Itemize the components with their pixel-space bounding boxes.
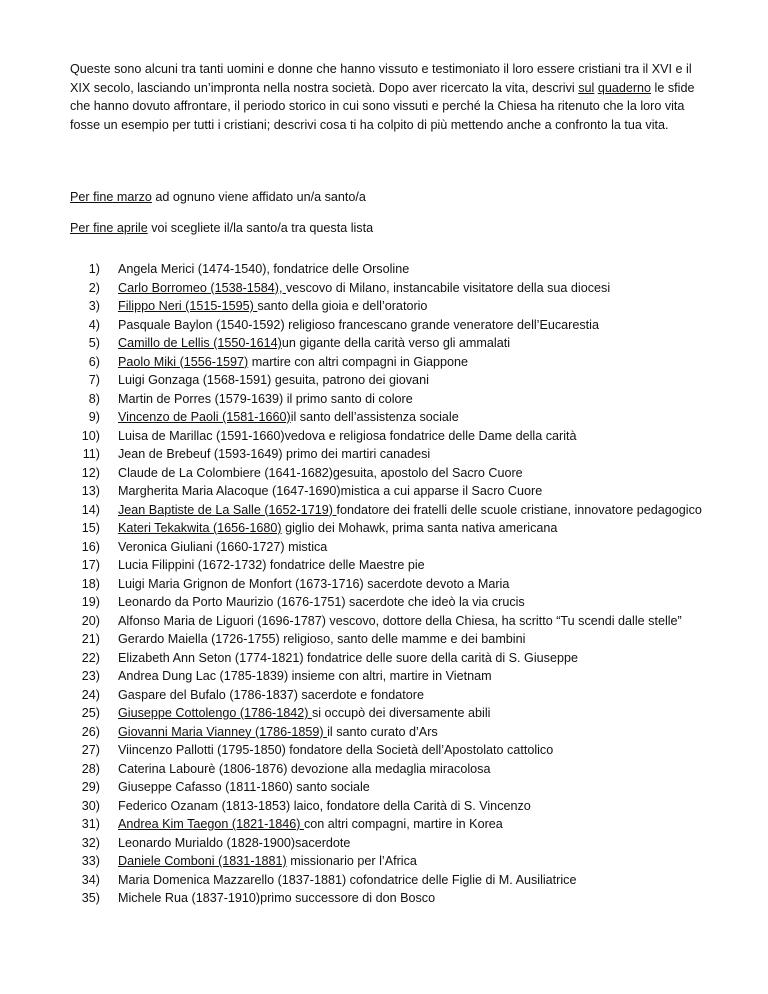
saint-number: 19)	[81, 595, 100, 609]
saint-number: 4)	[88, 317, 100, 332]
saint-number: 33)	[81, 854, 100, 868]
saint-number: 32)	[81, 835, 100, 850]
intro-text: Queste sono alcuni tra tanti uomini e donne che hanno vissuto e testimoniato il loro essere cristiani tra il XVI e il XIX secolo, lasciando un’impronta nella nostra società. Dopo aver ricercato la vita, descrivi	[70, 62, 692, 95]
saint-number: 34)	[81, 872, 100, 887]
saint-description: Caterina Labourè (1806-1876) devozione alla medaglia miracolosa	[118, 761, 491, 776]
saint-number: 10)	[81, 428, 100, 443]
saint-item	[70, 260, 710, 279]
saint-number: 15)	[81, 521, 100, 535]
saint-number: 24)	[81, 687, 100, 702]
saint-item	[70, 316, 710, 335]
saint-item	[70, 612, 710, 631]
saint-number: 31)	[81, 817, 100, 831]
saint-name-underlined: Filippo Neri (1515-1595)	[118, 299, 258, 313]
saint-item	[70, 371, 710, 390]
saint-item	[70, 279, 710, 298]
saint-description: Leonardo da Porto Maurizio (1676-1751) sacerdote che ideò la via crucis	[118, 595, 525, 609]
saint-description: missionario per l’Africa	[286, 854, 417, 868]
saint-description: Federico Ozanam (1813-1853) laico, fondatore della Carità di S. Vincenzo	[118, 798, 531, 813]
saint-number: 2)	[88, 280, 100, 295]
saint-item	[70, 538, 710, 557]
saint-description: Alfonso Maria de Liguori (1696-1787) vescovo, dottore della Chiesa, ha scritto “Tu scendi dalle stelle”	[118, 613, 682, 628]
saint-item	[70, 427, 710, 446]
saint-name-underlined: Kateri Tekakwita (1656-1680)	[118, 521, 282, 535]
saint-item	[70, 852, 710, 871]
saint-item	[70, 408, 710, 427]
saint-item	[70, 797, 710, 816]
saint-description: Martin de Porres (1579-1639) il primo santo di colore	[118, 391, 413, 406]
saint-description: Luigi Gonzaga (1568-1591) gesuita, patrono dei giovani	[118, 373, 429, 387]
saint-number: 18)	[81, 576, 100, 591]
saint-description: un gigante della carità verso gli ammalati	[281, 336, 511, 350]
saint-description: con altri compagni, martire in Korea	[304, 817, 503, 831]
saint-name-underlined: Andrea Kim Taegon (1821-1846)	[118, 817, 304, 831]
saint-number: 11)	[82, 447, 100, 461]
saint-item	[70, 630, 710, 649]
april-note	[70, 221, 373, 235]
saint-description: Viincenzo Pallotti (1795-1850) fondatore della Società dell’Apostolato cattolico	[118, 743, 554, 757]
saint-number: 27)	[81, 743, 100, 757]
april-deadline: Per fine aprile	[70, 221, 148, 235]
saint-description: Leonardo Murialdo (1828-1900)sacerdote	[118, 835, 351, 850]
saint-name-underlined: Carlo Borromeo (1538-1584),	[118, 280, 286, 295]
saint-item	[70, 593, 710, 612]
saint-number: 28)	[81, 761, 100, 776]
saint-name-underlined: Giuseppe Cottolengo (1786-1842)	[118, 706, 312, 720]
saint-name-underlined: Giovanni Maria Vianney (1786-1859)	[118, 724, 328, 739]
saint-item	[70, 519, 710, 538]
saint-name-underlined: Jean Baptiste de La Salle (1652-1719)	[118, 502, 337, 517]
intro-underlined-text: quaderno	[597, 80, 652, 95]
saint-item	[70, 445, 710, 464]
saint-number: 13)	[81, 484, 100, 498]
saint-description: fondatore dei fratelli delle scuole cristiane, innovatore pedagogico	[336, 502, 702, 517]
saint-description: Luisa de Marillac (1591-1660)vedova e religiosa fondatrice delle Dame della carità	[118, 428, 577, 443]
saint-description: Claude de La Colombiere (1641-1682)gesuita, apostolo del Sacro Cuore	[118, 465, 523, 480]
saint-number: 9)	[88, 410, 100, 424]
saint-item	[70, 834, 710, 853]
saint-number: 14)	[81, 502, 100, 517]
saint-description: Giuseppe Cafasso (1811-1860) santo sociale	[118, 780, 370, 794]
saint-description: si occupò dei diversamente abili	[311, 706, 491, 720]
saint-number: 21)	[81, 632, 100, 646]
saint-item	[70, 871, 710, 890]
saint-description: Gaspare del Bufalo (1786-1837) sacerdote e fondatore	[118, 687, 424, 702]
saint-item	[70, 482, 710, 501]
saint-number: 26)	[81, 724, 100, 739]
saint-item	[70, 778, 710, 797]
saint-number: 8)	[88, 391, 100, 406]
saint-item	[70, 704, 710, 723]
saint-description: Jean de Brebeuf (1593-1649) primo dei martiri canadesi	[118, 447, 431, 461]
saint-item	[70, 575, 710, 594]
saint-description: Gerardo Maiella (1726-1755) religioso, santo delle mamme e dei bambini	[118, 632, 526, 646]
saint-description: Angela Merici (1474-1540), fondatrice delle Orsoline	[118, 262, 410, 276]
saint-description: Luigi Maria Grignon de Monfort (1673-1716) sacerdote devoto a Maria	[118, 576, 510, 591]
saint-description: Margherita Maria Alacoque (1647-1690)mistica a cui apparse il Sacro Cuore	[118, 484, 543, 498]
saint-number: 25)	[81, 706, 100, 720]
saint-number: 35)	[81, 891, 100, 905]
saint-item	[70, 390, 710, 409]
saint-description: Lucia Filippini (1672-1732) fondatrice delle Maestre pie	[118, 558, 425, 572]
saint-item	[70, 297, 710, 316]
saint-item	[70, 723, 710, 742]
saint-description: santo della gioia e dell’oratorio	[257, 299, 428, 313]
saint-description: giglio dei Mohawk, prima santa nativa americana	[281, 521, 558, 535]
saint-number: 5)	[88, 336, 100, 350]
saint-number: 3)	[88, 299, 100, 313]
saint-item	[70, 760, 710, 779]
saint-number: 17)	[81, 558, 100, 572]
saint-item	[70, 334, 710, 353]
saint-description: martire con altri compagni in Giappone	[248, 354, 469, 369]
saint-description: Michele Rua (1837-1910)primo successore di don Bosco	[118, 891, 436, 905]
saint-item	[70, 889, 710, 908]
saint-number: 7)	[88, 373, 100, 387]
saint-name-underlined: Vincenzo de Paoli (1581-1660)	[118, 410, 291, 424]
intro-paragraph	[70, 60, 710, 134]
saint-description: Pasquale Baylon (1540-1592) religioso francescano grande veneratore dell’Eucarestia	[118, 317, 599, 332]
saint-item	[70, 741, 710, 760]
saint-description: vescovo di Milano, instancabile visitatore della sua diocesi	[286, 280, 611, 295]
saint-item	[70, 649, 710, 668]
saint-number: 23)	[81, 669, 100, 683]
march-text: ad ognuno viene affidato un/a santo/a	[151, 190, 366, 204]
saint-item	[70, 815, 710, 834]
saint-description: il santo curato d’Ars	[327, 724, 438, 739]
saint-name-underlined: Paolo Miki (1556-1597)	[118, 354, 249, 369]
saint-item	[70, 501, 710, 520]
march-deadline: Per fine marzo	[70, 190, 152, 204]
saint-description: Andrea Dung Lac (1785-1839) insieme con altri, martire in Vietnam	[118, 669, 492, 683]
saint-description: Elizabeth Ann Seton (1774-1821) fondatrice delle suore della carità di S. Giuseppe	[118, 650, 578, 665]
april-text: voi scegliete il/la santo/a tra questa lista	[147, 221, 374, 235]
saint-number: 29)	[81, 780, 100, 794]
saint-item	[70, 686, 710, 705]
saint-number: 22)	[81, 650, 100, 665]
saint-item	[70, 667, 710, 686]
saint-description: il santo dell’assistenza sociale	[290, 410, 459, 424]
saint-number: 1)	[88, 262, 100, 276]
saint-item	[70, 556, 710, 575]
saint-name-underlined: Daniele Comboni (1831-1881)	[118, 854, 287, 868]
saint-number: 30)	[81, 798, 100, 813]
saint-number: 16)	[81, 539, 100, 554]
saint-number: 20)	[81, 613, 100, 628]
saints-list	[70, 260, 710, 908]
intro-underlined-text: sul	[578, 80, 595, 95]
saint-item	[70, 353, 710, 372]
saint-number: 6)	[88, 354, 100, 369]
intro-text: le sfide che hanno dovuto affrontare, il periodo storico in cui sono vissuti e perché la Chiesa ha ritenuto che la loro vita fosse un esempio per tutti i cristiani; descrivi cosa ti ha colpito di più mettendo anche a confronto la tua vita.	[70, 80, 695, 132]
saint-description: Maria Domenica Mazzarello (1837-1881) cofondatrice delle Figlie di M. Ausiliatrice	[118, 872, 577, 887]
saint-description: Veronica Giuliani (1660-1727) mistica	[118, 539, 328, 554]
march-note	[70, 190, 366, 204]
saint-number: 12)	[81, 465, 100, 480]
saint-name-underlined: Camillo de Lellis (1550-1614)	[118, 336, 282, 350]
saint-item	[70, 464, 710, 483]
